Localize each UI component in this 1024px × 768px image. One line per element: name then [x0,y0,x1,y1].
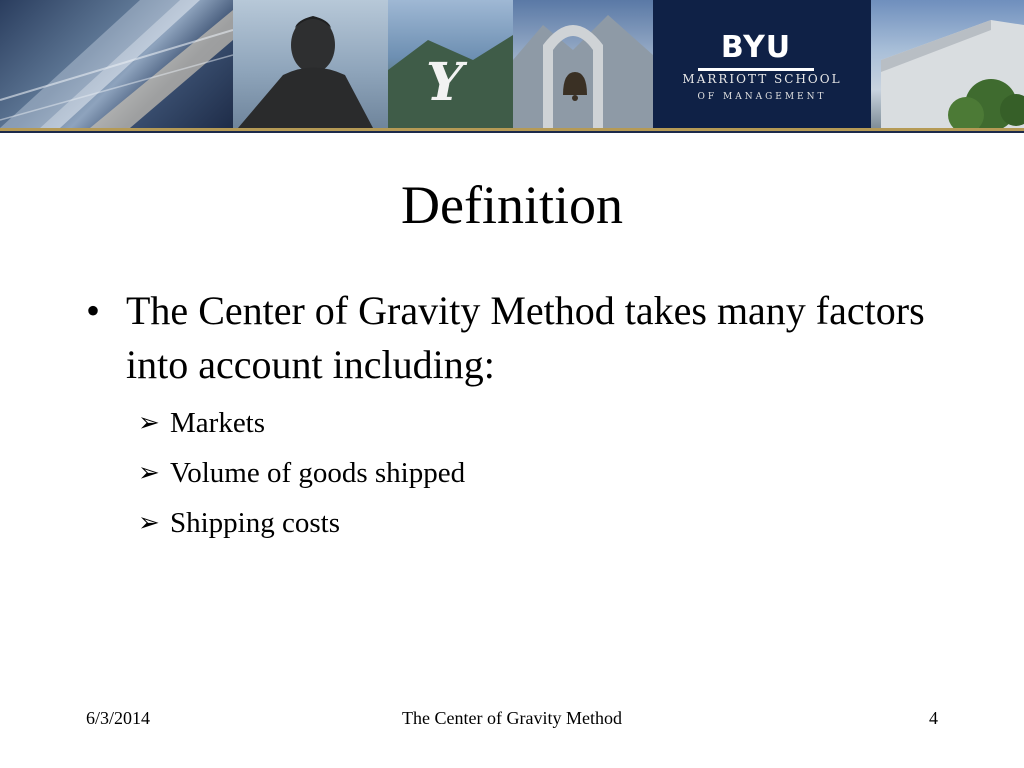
byu-logo-rule [698,68,814,71]
header-banner [0,0,1024,128]
banner-photo-statue [233,0,388,128]
mountain-y-illustration [388,0,513,128]
sub-bullet-shipping-costs [138,506,946,540]
footer-page-number: 4 [929,708,938,728]
footer-title: The Center of Gravity Method [402,708,622,728]
bell-tower-illustration [513,0,653,128]
building-glass-illustration [0,0,233,128]
banner-photo-bell-tower [513,0,653,128]
sub-bullet-text: Volume of goods shipped [170,457,466,489]
byu-logo-text: BYU [720,30,792,65]
footer-date: 6/3/2014 [86,708,151,728]
arrow-right-icon: ➢ [138,408,160,438]
main-bullet [86,284,946,392]
main-bullet-text: The Center of Gravity Method takes many factors into account including: [126,288,925,387]
slide-title: Definition [401,175,623,235]
sub-bullet-volume [138,456,946,490]
banner-photo-mountain-y [388,0,513,128]
sub-bullet-text: Shipping costs [170,507,340,539]
svg-text:Y: Y [426,52,464,113]
statue-silhouette [233,0,388,128]
sub-bullet-markets [138,406,946,440]
banner-photo-campus-building [871,0,1024,128]
arrow-right-icon: ➢ [138,508,160,538]
bullet-dot-icon: • [86,288,101,333]
management-line: OF MANAGEMENT [697,92,827,102]
banner-navy-stripe [0,131,1024,133]
school-name: MARRIOTT SCHOOL [682,72,842,86]
banner-photo-building [0,0,233,128]
arrow-right-icon: ➢ [138,458,160,488]
bullet-list [86,284,946,540]
campus-building-illustration [871,0,1024,128]
sub-bullet-text: Markets [170,407,266,439]
byu-marriott-logo [653,0,871,128]
